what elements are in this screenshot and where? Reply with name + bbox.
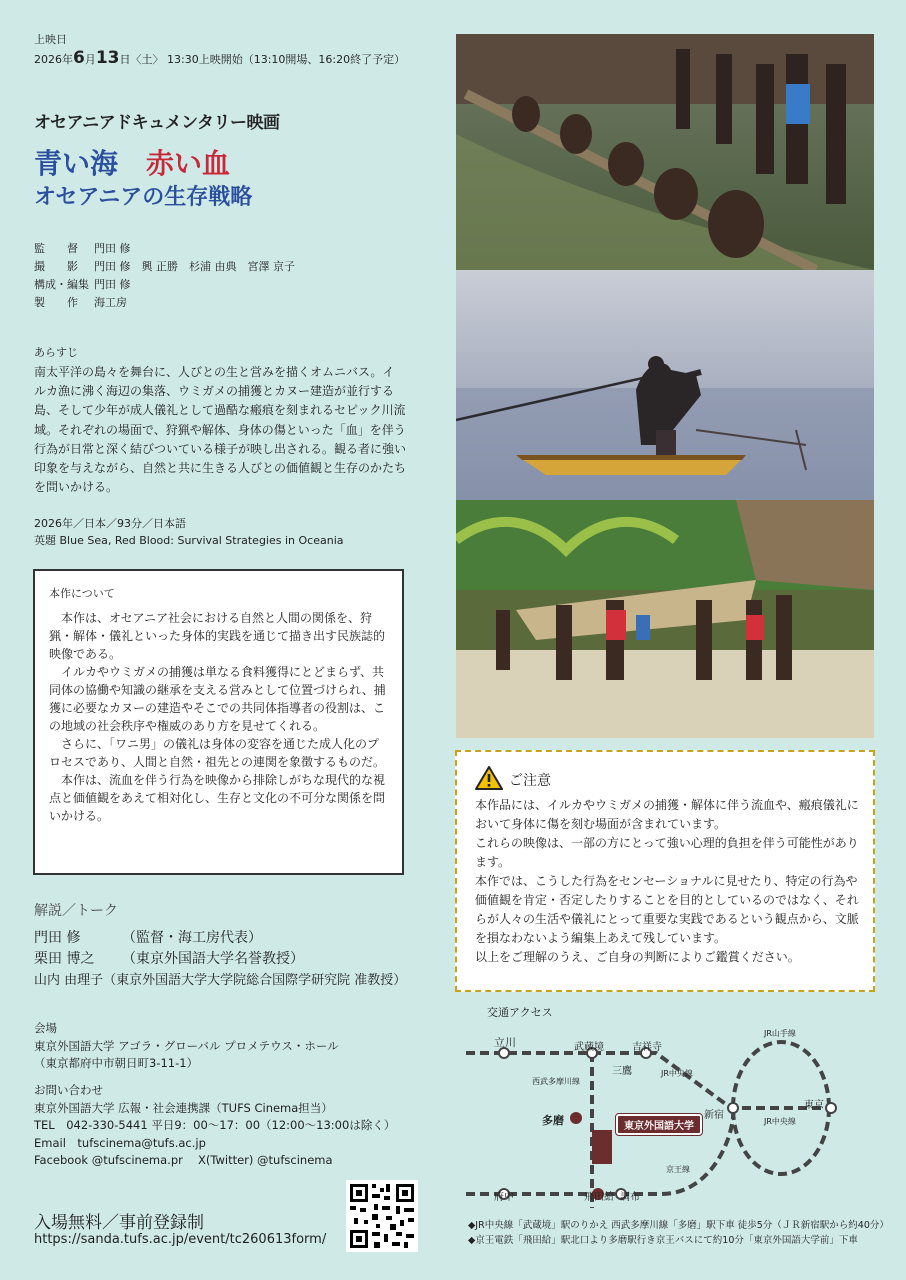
registration-url[interactable]: https://sanda.tufs.ac.jp/event/tc260613form/ [34,1232,327,1247]
speaker-affiliation: （東京外国語大学名誉教授） [122,951,304,967]
station-shinjuku: 新宿 [704,1110,724,1121]
credit-role: 製 作 [34,296,78,309]
access-note-1: ◆JR中央線「武蔵境」駅のりかえ 西武多摩川線「多磨」駅下車 徒歩5分（ＪＲ新宿駅から約40分） [468,1220,889,1231]
credit-names: 海工房 [94,296,127,309]
notice-heading: ご注意 [509,773,551,789]
contact-label: お問い合わせ [34,1083,103,1097]
admission: 入場無料／事前登録制 [34,1213,204,1233]
warning-icon [475,766,503,794]
contact-email[interactable]: Email tufscinema@tufs.ac.jp [34,1135,206,1150]
venue [34,1020,454,1073]
qr-code[interactable] [346,1180,418,1252]
talk-speakers [34,928,454,991]
about-paragraph: 本作は、オセアニア社会における自然と人間の関係を、狩猟・解体・儀礼といった身体的実践を通じて描き出す民族誌的映像である。 [49,611,386,661]
contact [34,1082,454,1170]
title-part2: 赤い血 [146,147,231,180]
line-chuo-west: JR中央線 [661,1069,693,1078]
notice-box [455,750,875,992]
line-keio: 京王線 [666,1165,690,1174]
campus-label: 東京外国語大学 [616,1114,702,1135]
speaker [34,949,454,970]
credit-role: 構成・編集 [34,278,89,291]
speaker-name: 門田 修 [34,930,81,946]
speaker [34,970,454,991]
station-tokyo: 東京 [804,1100,824,1111]
credit-role: 撮 影 [34,260,78,273]
station-musashisakai: 武蔵境 [574,1042,604,1053]
credit-names: 門田 修 [94,278,131,291]
speaker-affiliation: （東京外国語大学大学院総合国際学研究院 准教授） [103,973,407,988]
day: 13 [95,48,120,68]
photo-canoe-fishing [456,270,874,500]
title-subtitle: オセアニアの生存戦略 [34,185,253,210]
station-chofu: 調布 [620,1192,640,1203]
access-note-2: ◆京王電鉄「飛田給」駅北口より多磨駅行き京王バスにて約10分「東京外国語大学前」下車 [468,1235,858,1246]
notice-paragraph: 本作では、こうした行為をセンセーショナルに見せたり、特定の行為や価値観を肯定・否定したりすることを目的としているのではなく、それらが人々の生活や儀礼にとって重要な実践であるという観点から、文脈を損なわないよう編集上あえて残しています。 [475,874,859,945]
about-heading: 本作について [49,587,115,600]
title-part1: 青い海 [34,147,119,180]
contact-tel: TEL 042-330-5441 平日9：00～17：00（12:00～13:00は除く） [34,1118,396,1132]
film-english-title: 英題 Blue Sea, Red Blood: Survival Strategies in Oceania [34,534,344,547]
contact-sns[interactable]: Facebook @tufscinema.pr X(Twitter) @tufscinema [34,1153,333,1167]
map-title: 交通アクセス [487,1006,553,1019]
about-paragraph: さらに、「ワニ男」の儀礼は身体の変容を通じた成人化のプロセスであり、人間と自然・祖先との連関を象徴するものだ。 [49,737,386,769]
about-paragraph: 本作は、流血を伴う行為を映像から排除しがちな現代的な視点と価値観をあえて相対化し、生存と文化の不可分な関係を問いかける。 [49,773,386,823]
credit-role: 監 督 [34,242,78,255]
station-fuchu: 府中 [494,1192,514,1203]
station-kichijoji: 吉祥寺 [632,1042,662,1053]
month-unit: 月 [84,53,96,66]
credit-names: 門田 修 [94,242,131,255]
category: オセアニアドキュメンタリー映画 [34,113,280,133]
venue-address: （東京都府中市朝日町3-11-1） [34,1056,199,1070]
line-seibu-tamagawa: 西武多摩川線 [532,1077,580,1086]
line-yamanote: JR山手線 [764,1029,796,1038]
screening-date [34,48,405,68]
about-box [33,569,404,875]
time: 日〈土〉 13:30上映開始（13:10開場、16:20終了予定） [119,53,406,66]
speaker-name: 栗田 博之 [34,951,95,967]
screening-label: 上映日 [34,33,67,46]
synopsis-heading: あらすじ [34,346,78,359]
notice-paragraph: 本作品には、イルカやウミガメの捕獲・解体に伴う流血や、瘢痕儀礼において身体に傷を刻む場面が含まれています。 [475,798,859,831]
credit-row [34,294,295,312]
credit-row [34,276,295,294]
notice-paragraph: 以上をご理解のうえ、ご自身の判断によりご鑑賞ください。 [475,950,800,964]
station-tobitakyu: 飛田給 [584,1192,614,1203]
station-mitaka: 三鷹 [612,1066,632,1077]
contact-office: 東京外国語大学 広報・社会連携課（TUFS Cinema担当） [34,1100,333,1115]
speaker [34,928,454,949]
year: 2026年 [34,53,73,66]
line-chuo-east: JR中央線 [764,1117,796,1126]
venue-name: 東京外国語大学 アゴラ・グローバル プロメテウス・ホール [34,1038,339,1053]
station-tama: 多磨 [542,1114,564,1127]
synopsis-body: 南太平洋の島々を舞台に、人びとの生と営みを描くオムニバス。イルカ漁に沸く海辺の集落、ウミガメの捕獲とカヌー建造が並行する島、そして少年が成人儀礼として過酷な瘢痕を刻まれるセピック川流域。それぞれの場面で、狩猟や解体、身体の傷といった「血」を伴う行為が日常と深く結びついている様子が映し出される。観る者に強い印象を与えながら、自然と共に生きる人びとの価値観と生存のかたちを問いかける。 [34,365,407,495]
month: 6 [73,48,85,68]
speaker-affiliation: （監督・海工房代表） [122,930,262,946]
about-paragraph: イルカやウミガメの捕獲は単なる食料獲得にとどまらず、共同体の協働や知識の継承を支える営みとして位置づけられ、捕獲に必要なカヌーの建造やそこでの共同体指導者の役割は、この地域の社会秩序や権威のあり方を見せてくれる。 [49,665,386,733]
film-meta: 2026年／日本／93分／日本語 [34,517,186,530]
notice-paragraph: これらの映像は、一部の方にとって強い心理的負担を伴う可能性があります。 [475,836,859,869]
credit-row [34,258,295,276]
notice-header [475,766,859,794]
station-tachikawa: 立川 [494,1036,516,1049]
venue-label: 会場 [34,1021,57,1035]
credit-names: 門田 修 興 正勝 杉浦 由典 宮澤 京子 [94,260,295,273]
credits [34,240,295,312]
photo-dolphin-hunt [456,34,874,270]
speaker-name: 山内 由理子 [34,973,104,988]
access-note [468,1218,888,1248]
talk-heading: 解説／トーク [34,903,118,919]
credit-row [34,240,295,258]
access-map [456,1018,876,1214]
title-main [34,142,230,182]
photo-canoe-building [456,500,874,738]
